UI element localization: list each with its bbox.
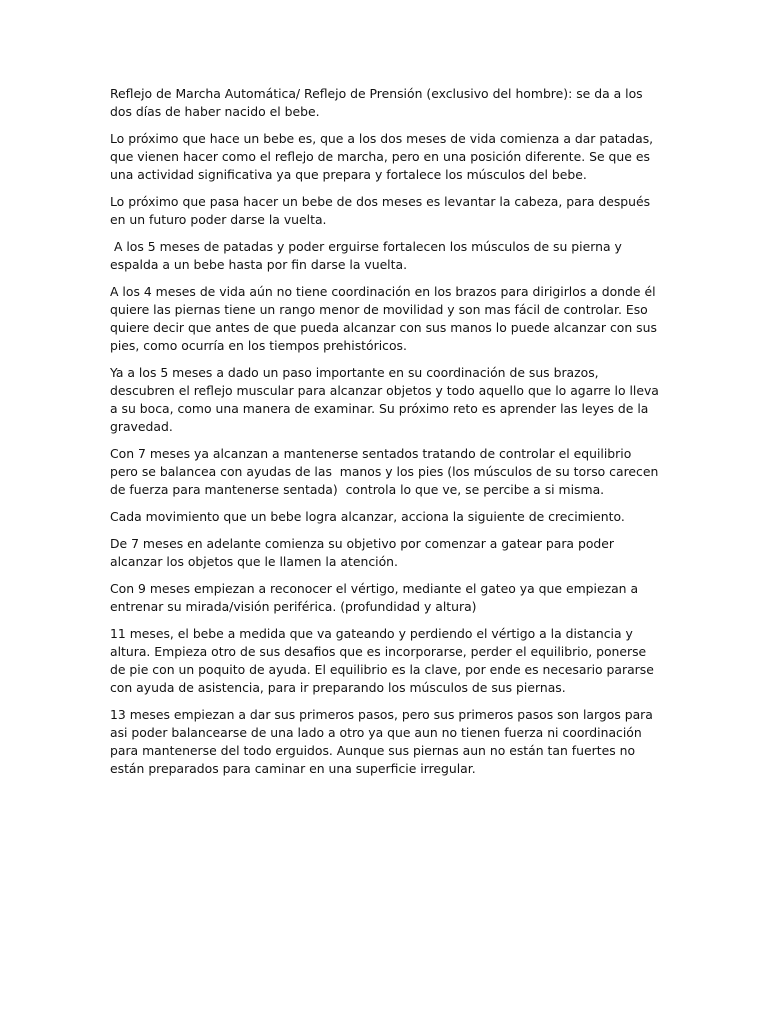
paragraph-cinco-meses-brazos: Ya a los 5 meses a dado un paso importante en su coordinación de sus brazos, descubren el reflejo muscular para alcanzar objetos y todo aquello que lo agarre lo lleva a su boca, como una manera de examinar. Su próximo reto es aprender las leyes de la gravedad. [110, 365, 663, 434]
paragraph-levantar-cabeza: Lo próximo que pasa hacer un bebe de dos meses es levantar la cabeza, para después en un futuro poder darse la vuelta. [110, 194, 655, 227]
paragraph-cuatro-meses: A los 4 meses de vida aún no tiene coordinación en los brazos para dirigirlos a donde él quiere las piernas tiene un rango menor de movilidad y son mas fácil de controlar. Eso quiere decir que antes de que pueda alcanzar con sus manos lo puede alcanzar con sus pies, como ocurría en los tiempos prehistóricos. [110, 284, 661, 353]
paragraph-patadas-dos-meses: Lo próximo que hace un bebe es, que a los dos meses de vida comienza a dar patadas, que vienen hacer como el reflejo de marcha, pero en una posición diferente. Se que es una actividad significativa ya que prepara y fortalece los músculos del bebe. [110, 131, 658, 182]
paragraph-cada-movimiento: Cada movimiento que un bebe logra alcanzar, acciona la siguiente de crecimiento. [110, 509, 625, 524]
paragraph-trece-meses: 13 meses empiezan a dar sus primeros pasos, pero sus primeros pasos son largos para asi poder balancearse de una lado a otro ya que aun no tienen fuerza ni coordinación para mantenerse del todo erguidos. Aunque sus piernas aun no están tan fuertes no están preparados para caminar en una superficie irregular. [110, 707, 657, 776]
paragraph-once-meses: 11 meses, el bebe a medida que va gateando y perdiendo el vértigo a la distancia y altura. Empieza otro de sus desafios que es incorporarse, perder el equilibrio, ponerse de pie con un poquito de ayuda. El equilibrio es la clave, por ende es necesario pararse con ayuda de asistencia, para ir preparando los músculos de sus piernas. [110, 626, 658, 695]
document-page [110, 85, 662, 787]
paragraph-gatear: De 7 meses en adelante comienza su objetivo por comenzar a gatear para poder alcanzar los objetos que le llamen la atención. [110, 536, 618, 569]
paragraph-cinco-meses-vuelta: A los 5 meses de patadas y poder erguirse fortalecen los músculos de su pierna y espalda a un bebe hasta por fin darse la vuelta. [110, 239, 626, 272]
paragraph-nueve-meses-vertigo: Con 9 meses empiezan a reconocer el vértigo, mediante el gateo ya que empiezan a entrenar su mirada/visión periférica. (profundidad y altura) [110, 581, 643, 614]
paragraph-reflejo-marcha: Reflejo de Marcha Automática/ Reflejo de Prensión (exclusivo del hombre): se da a los dos días de haber nacido el bebe. [110, 86, 647, 119]
paragraph-siete-meses-sentados: Con 7 meses ya alcanzan a mantenerse sentados tratando de controlar el equilibrio pero se balancea con ayudas de las manos y los pies (los músculos de su torso carecen de fuerza para mantenerse sentada) controla lo que ve, se percibe a si misma. [110, 446, 663, 497]
